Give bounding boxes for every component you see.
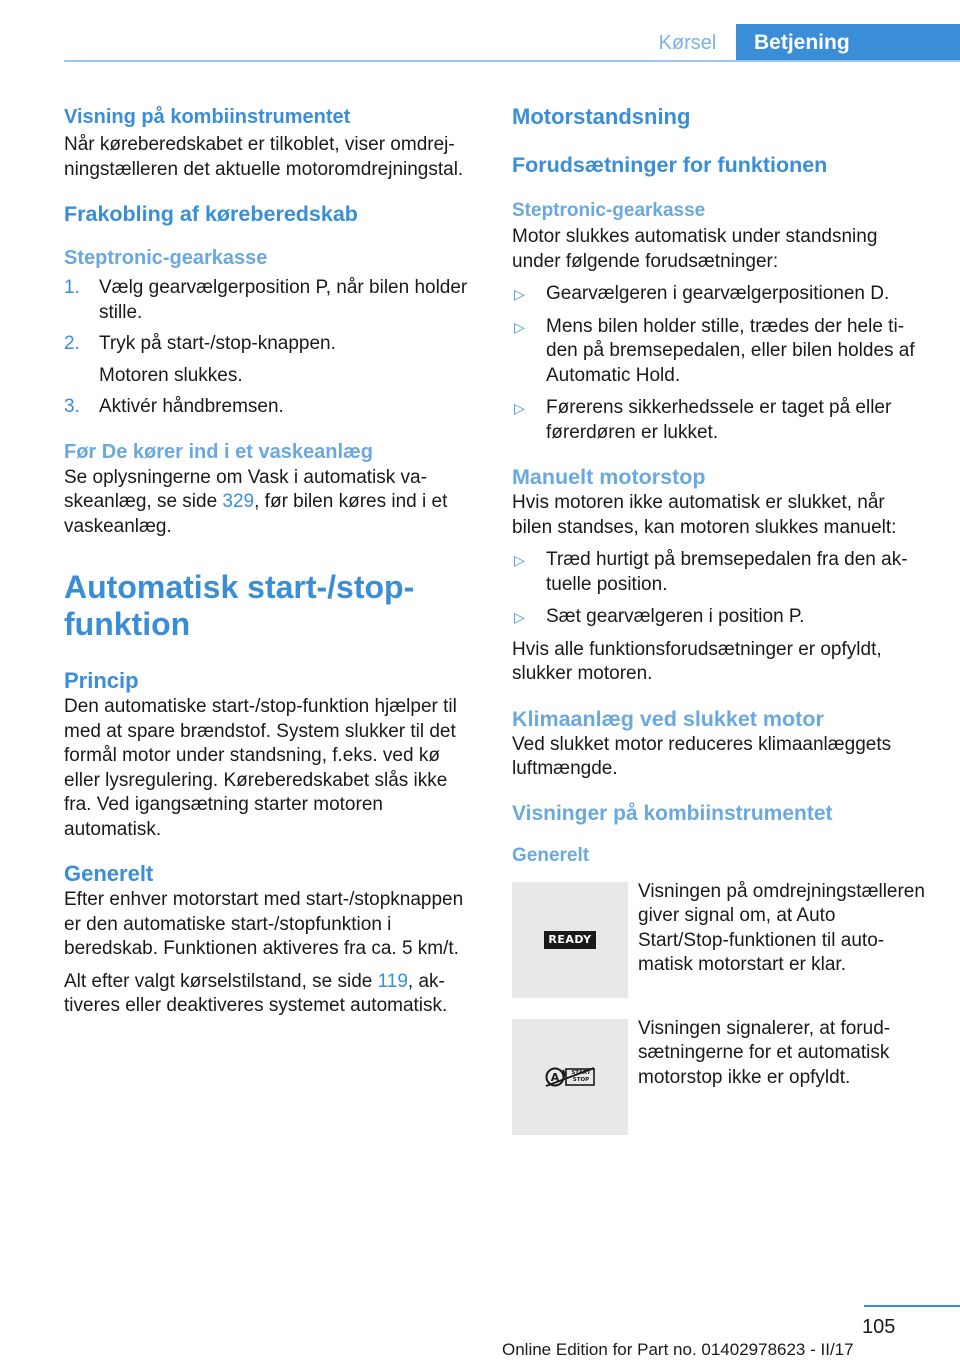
heading-forudsaetninger: Forudsætninger for funktionen (512, 153, 828, 177)
triangle-right-icon: ▷ (514, 286, 525, 302)
header-divider (64, 60, 960, 62)
step-text: Tryk på start-/stop-knappen. (99, 333, 336, 354)
tab-korsel[interactable]: Kørsel (658, 32, 717, 54)
paragraph-visning: Når køreberedskabet er tilkoblet, viser omdrejningstælleren det aktuelle motoromdrejningstal. (64, 134, 464, 180)
footer-divider (864, 1305, 960, 1307)
heading-vask: Før De kører ind i et vaskeanlæg (64, 440, 373, 463)
heading-frakobling: Frakobling af køreberedskab (64, 202, 358, 226)
text: Alt efter valgt kørselstilstand, se side (64, 970, 378, 992)
paragraph-princip: Den automatiske start-/stop-funktion hjælper til med at spare brændstof. System slukker til det formål motor under standsning, f.eks. ved kø eller lysregulering. Køreberedskabet slås ikke fra. Ved igangsætning starter motoren automatisk. (64, 696, 457, 840)
start-stop-label: START STOP (571, 1069, 591, 1083)
list-item-text: Træd hurtigt på bremsepedalen fra den aktuelle position. (546, 549, 908, 595)
heading-visning: Visning på kombiinstrumentet (64, 106, 351, 128)
heading-automatisk: Automatisk start-/stop-funktion (64, 569, 415, 642)
step-number: 3. (64, 396, 80, 417)
heading-steptronic-right: Steptronic-gearkasse (512, 200, 706, 221)
left-column (64, 103, 476, 1019)
heading-generelt-right: Generelt (512, 844, 590, 866)
paragraph-manuelt: Hvis motoren ikke automatisk er slukket, når bilen standses, kan motoren slukkes manuelt: (512, 492, 897, 538)
start-stop-indicator-image (512, 1019, 628, 1135)
indicator-startstop-row (512, 1019, 928, 1135)
heading-visninger: Visninger på kombiinstrumentet (512, 801, 833, 825)
step-number: 1. (64, 277, 80, 298)
tab-betjening[interactable]: Betjening (736, 24, 960, 62)
triangle-right-icon: ▷ (514, 318, 525, 335)
heading-princip: Princip (64, 668, 139, 693)
paragraph-vask (64, 466, 476, 540)
page-number: 105 (862, 1316, 896, 1338)
heading-manuelt: Manuelt motorstop (512, 465, 706, 489)
right-column (512, 103, 928, 1135)
list-item (512, 605, 928, 630)
paragraph-generelt2 (64, 970, 476, 1019)
ready-label: READY (544, 931, 596, 949)
heading-generelt-left: Generelt (64, 861, 154, 886)
heading-steptronic-left: Steptronic-gearkasse (64, 247, 268, 269)
paragraph-generelt1: Efter enhver motorstart med start-/stopknappen er den automatiske start-/stopfunktion i beredskab. Funktionen aktiveres fra ca. 5 km/t. (64, 889, 464, 959)
footer-edition: Online Edition for Part no. 01402978623 - II/17 (502, 1340, 854, 1359)
indicator-ready-row (512, 882, 928, 998)
list-item-text: Mens bilen holder stille, trædes der hele tiden på bremsepedalen, eller bilen holdes af Automatic Hold. (546, 315, 915, 386)
bullet-list-manuelt (512, 548, 928, 630)
heading-motorstandsning: Motorstandsning (512, 104, 691, 129)
text: Se oplysningerne om Vask i automatisk vaskeanlæg, se side (64, 466, 427, 512)
paragraph-hvis: Hvis alle funktionsforudsætninger er opfyldt, slukker motoren. (512, 638, 882, 684)
paragraph-startstop: Visningen signalerer, at forudsætningerne for et automatisk motorstop ikke er opfyldt. (638, 1017, 891, 1088)
list-item (512, 282, 928, 307)
step-item (64, 332, 476, 357)
triangle-right-icon: ▷ (514, 552, 525, 568)
heading-klima: Klimaanlæg ved slukket motor (512, 706, 824, 731)
list-item (512, 396, 928, 445)
ready-indicator-image (512, 882, 628, 998)
bullet-list-conditions (512, 282, 928, 445)
list-item (512, 315, 928, 389)
triangle-right-icon: ▷ (514, 400, 525, 416)
step-number: 2. (64, 333, 80, 354)
steps-list (64, 276, 476, 420)
step-result (64, 364, 476, 389)
step-text: Aktivér håndbremsen. (99, 396, 284, 417)
step-item (64, 395, 476, 420)
list-item-text: Førerens sikkerhedssele er taget på eller førerdøren er lukket. (546, 397, 892, 443)
paragraph-klima: Ved slukket motor reduceres klimaanlæggets luftmængde. (512, 733, 892, 779)
step-text: Motoren slukkes. (99, 364, 243, 386)
text: , aktiveres eller deaktiveres systemet automatisk. (64, 970, 448, 1016)
list-item-text: Sæt gearvælgeren i position P. (546, 606, 805, 627)
list-item-text: Gearvælgeren i gearvælgerpositionen D. (546, 283, 890, 304)
text: , før bilen køres ind i et vaskeanlæg. (64, 491, 448, 537)
paragraph-steptronic: Motor slukkes automatisk under standsning under følgende forudsætninger: (512, 226, 878, 272)
page-link-119[interactable]: 119 (377, 970, 408, 992)
triangle-right-icon: ▷ (514, 609, 525, 625)
page-link-329[interactable]: 329 (222, 491, 255, 512)
paragraph-ready: Visningen på omdrejningstælleren giver signal om, at Auto Start/Stop-funktionen til automatisk motorstart er klar. (638, 880, 925, 975)
list-item (512, 548, 928, 597)
step-text: Vælg gearvælgerposition P, når bilen holder stille. (99, 277, 468, 323)
svg-text:A: A (550, 1070, 560, 1084)
step-item (64, 276, 476, 325)
